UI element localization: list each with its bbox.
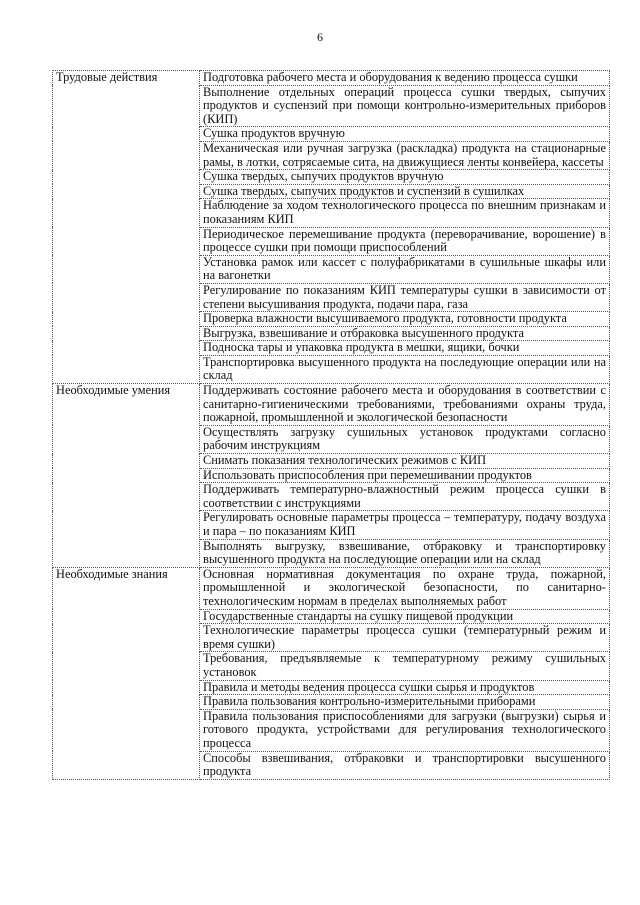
section-item: Регулирование по показаниям КИП температуры сушки в зависимости от степени высушивания продукта, подачи пара, газа bbox=[200, 283, 610, 311]
section-item: Требования, предъявляемые к температурному режиму сушильных установок bbox=[200, 652, 610, 680]
table-row bbox=[53, 384, 610, 426]
section-item: Механическая или ручная загрузка (раскладка) продукта на стационарные рамы, в лотки, сотрясаемые сита, на движущиеся ленты конвейера, кассеты bbox=[200, 141, 610, 169]
section-item: Сушка твердых, сыпучих продуктов вручную bbox=[200, 170, 610, 185]
table-body bbox=[53, 71, 610, 780]
section-label-labor-actions: Трудовые действия bbox=[53, 71, 200, 384]
section-item: Сушка твердых, сыпучих продуктов и суспензий в сушилках bbox=[200, 184, 610, 199]
section-item: Выполнение отдельных операций процесса сушки твердых, сыпучих продуктов и суспензий при помощи контрольно-измерительных приборов (КИП) bbox=[200, 85, 610, 127]
section-item: Поддерживать температурно-влажностный режим процесса сушки в соответствии с инструкциями bbox=[200, 483, 610, 511]
section-item: Правила пользования приспособлениями для загрузки (выгрузки) сырья и готового продукта, устройствами для регулирования технологического процесса bbox=[200, 709, 610, 751]
section-item: Поддерживать состояние рабочего места и оборудования в соответствии с санитарно-гигиеническими требованиями, требованиями охраны труда, пожарной, промышленной и экологической безопасности bbox=[200, 384, 610, 426]
section-item: Регулировать основные параметры процесса – температуру, подачу воздуха и пара – по показаниям КИП bbox=[200, 511, 610, 539]
section-item: Проверка влажности высушиваемого продукта, готовности продукта bbox=[200, 312, 610, 327]
table-row bbox=[53, 71, 610, 86]
section-item: Правила пользования контрольно-измерительными приборами bbox=[200, 695, 610, 710]
section-item: Установка рамок или кассет с полуфабрикатами в сушильные шкафы или на вагонетки bbox=[200, 255, 610, 283]
section-item: Транспортировка высушенного продукта на последующие операции или на склад bbox=[200, 355, 610, 383]
section-item: Основная нормативная документация по охране труда, пожарной, промышленной и экологической безопасности, по санитарно-технологическим нормам в пределах выполняемых работ bbox=[200, 567, 610, 609]
section-item: Осуществлять загрузку сушильных установок продуктами согласно рабочим инструкциям bbox=[200, 425, 610, 453]
section-item: Сушка продуктов вручную bbox=[200, 127, 610, 142]
section-item: Способы взвешивания, отбраковки и транспортировки высушенного продукта bbox=[200, 751, 610, 779]
section-item: Использовать приспособления при перемешивании продуктов bbox=[200, 468, 610, 483]
section-item: Подноска тары и упаковка продукта в мешки, ящики, бочки bbox=[200, 341, 610, 356]
section-item: Выполнять выгрузку, взвешивание, отбраковку и транспортировку высушенного продукта на последующие операции или на склад bbox=[200, 539, 610, 567]
page-number: 6 bbox=[317, 30, 323, 44]
section-item: Наблюдение за ходом технологического процесса по внешним признакам и показаниям КИП bbox=[200, 199, 610, 227]
qualification-table bbox=[52, 70, 610, 780]
section-item: Снимать показания технологических режимов с КИП bbox=[200, 454, 610, 469]
section-item: Технологические параметры процесса сушки (температурный режим и время сушки) bbox=[200, 624, 610, 652]
section-label-required-skills: Необходимые умения bbox=[53, 384, 200, 568]
section-item: Подготовка рабочего места и оборудования к ведению процесса сушки bbox=[200, 71, 610, 86]
section-item: Выгрузка, взвешивание и отбраковка высушенного продукта bbox=[200, 326, 610, 341]
section-item: Периодическое перемешивание продукта (переворачивание, ворошение) в процессе сушки при помощи приспособлений bbox=[200, 227, 610, 255]
table-row bbox=[53, 567, 610, 609]
section-label-required-knowledge: Необходимые знания bbox=[53, 567, 200, 779]
section-item: Правила и методы ведения процесса сушки сырья и продуктов bbox=[200, 680, 610, 695]
section-item: Государственные стандарты на сушку пищевой продукции bbox=[200, 609, 610, 624]
